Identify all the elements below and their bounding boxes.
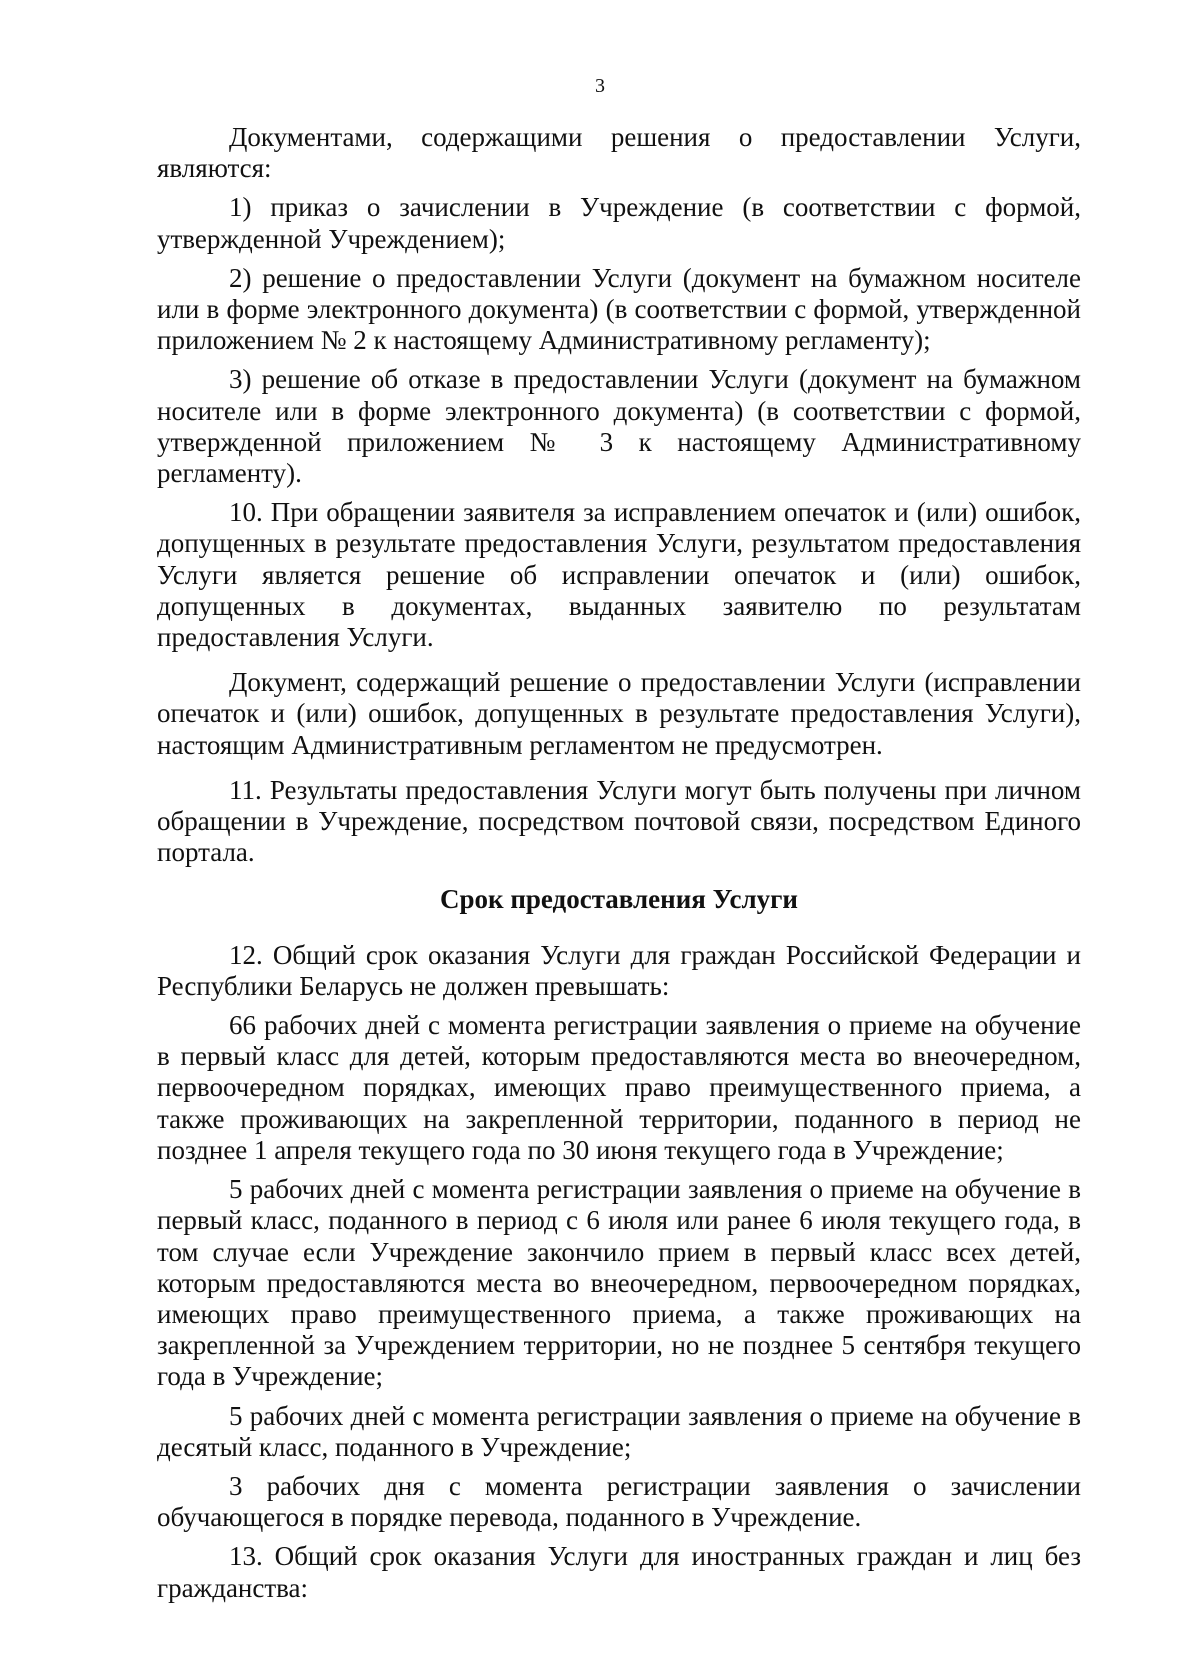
paragraph-clause-11: 11. Результаты предоставления Услуги могут быть получены при личном обращении в Учреждение, посредством почтовой связи, посредством Единого портала. <box>157 774 1081 868</box>
paragraph-clause-13: 13. Общий срок оказания Услуги для иностранных граждан и лиц без гражданства: <box>157 1541 1081 1603</box>
paragraph-term-5-days-first-class: 5 рабочих дней с момента регистрации заявления о приеме на обучение в первый класс, поданного в период с 6 июля или ранее 6 июля текущего года, в том случае если Учреждение закончило прием в первый класс всех детей, которым предоставляются места во внеочередном, первоочередном порядках, имеющих право преимущественного приема, а также проживающих на закрепленной за Учреждением территории, но не позднее 5 сентября текущего года в Учреждение; <box>157 1174 1081 1392</box>
page-number: 3 <box>595 75 605 97</box>
paragraph-term-66-days: 66 рабочих дней с момента регистрации заявления о приеме на обучение в первый класс для детей, которым предоставляются места во внеочередном, первоочередном порядках, имеющих право преимущественного приема, а также проживающих на закрепленной территории, поданного в период не позднее 1 апреля текущего года по 30 июня текущего года в Учреждение; <box>157 1010 1081 1165</box>
paragraph-decision-documents-intro: Документами, содержащими решения о предоставлении Услуги, являются: <box>157 122 1081 184</box>
paragraph-item-1-enrollment-order: 1) приказ о зачислении в Учреждение (в соответствии с формой, утвержденной Учреждением); <box>157 192 1081 254</box>
paragraph-term-3-days-transfer: 3 рабочих дня с момента регистрации заявления о зачислении обучающегося в порядке перевода, поданного в Учреждение. <box>157 1470 1081 1533</box>
paragraph-item-2-decision-granting: 2) решение о предоставлении Услуги (документ на бумажном носителе или в форме электронного документа) (в соответствии с формой, утвержденной приложением № 2 к настоящему Административному регламенту); <box>157 262 1081 356</box>
paragraph-clause-12: 12. Общий срок оказания Услуги для граждан Российской Федерации и Республики Беларусь не должен превышать: <box>157 939 1081 1001</box>
paragraph-term-5-days-tenth-class: 5 рабочих дней с момента регистрации заявления о приеме на обучение в десятый класс, поданного в Учреждение; <box>157 1400 1081 1462</box>
section-heading-service-term: Срок предоставления Услуги <box>440 884 798 915</box>
paragraph-item-3-decision-refusal: 3) решение об отказе в предоставлении Услуги (документ на бумажном носителе или в форме электронного документа) (в соответствии с формой, утвержденной приложением № 3 к настоящему Административному регламенту). <box>157 364 1081 489</box>
document-body <box>157 122 1081 1604</box>
paragraph-clause-10: 10. При обращении заявителя за исправлением опечаток и (или) ошибок, допущенных в результате предоставления Услуги, результатом предоставления Услуги является решение об исправлении опечаток и (или) ошибок, допущенных в документах, выданных заявителю по результатам предоставления Услуги. <box>157 497 1081 653</box>
paragraph-document-correction: Документ, содержащий решение о предоставлении Услуги (исправлении опечаток и (или) ошибок, допущенных в результате предоставления Услуги), настоящим Административным регламентом не предусмотрен. <box>157 667 1081 760</box>
